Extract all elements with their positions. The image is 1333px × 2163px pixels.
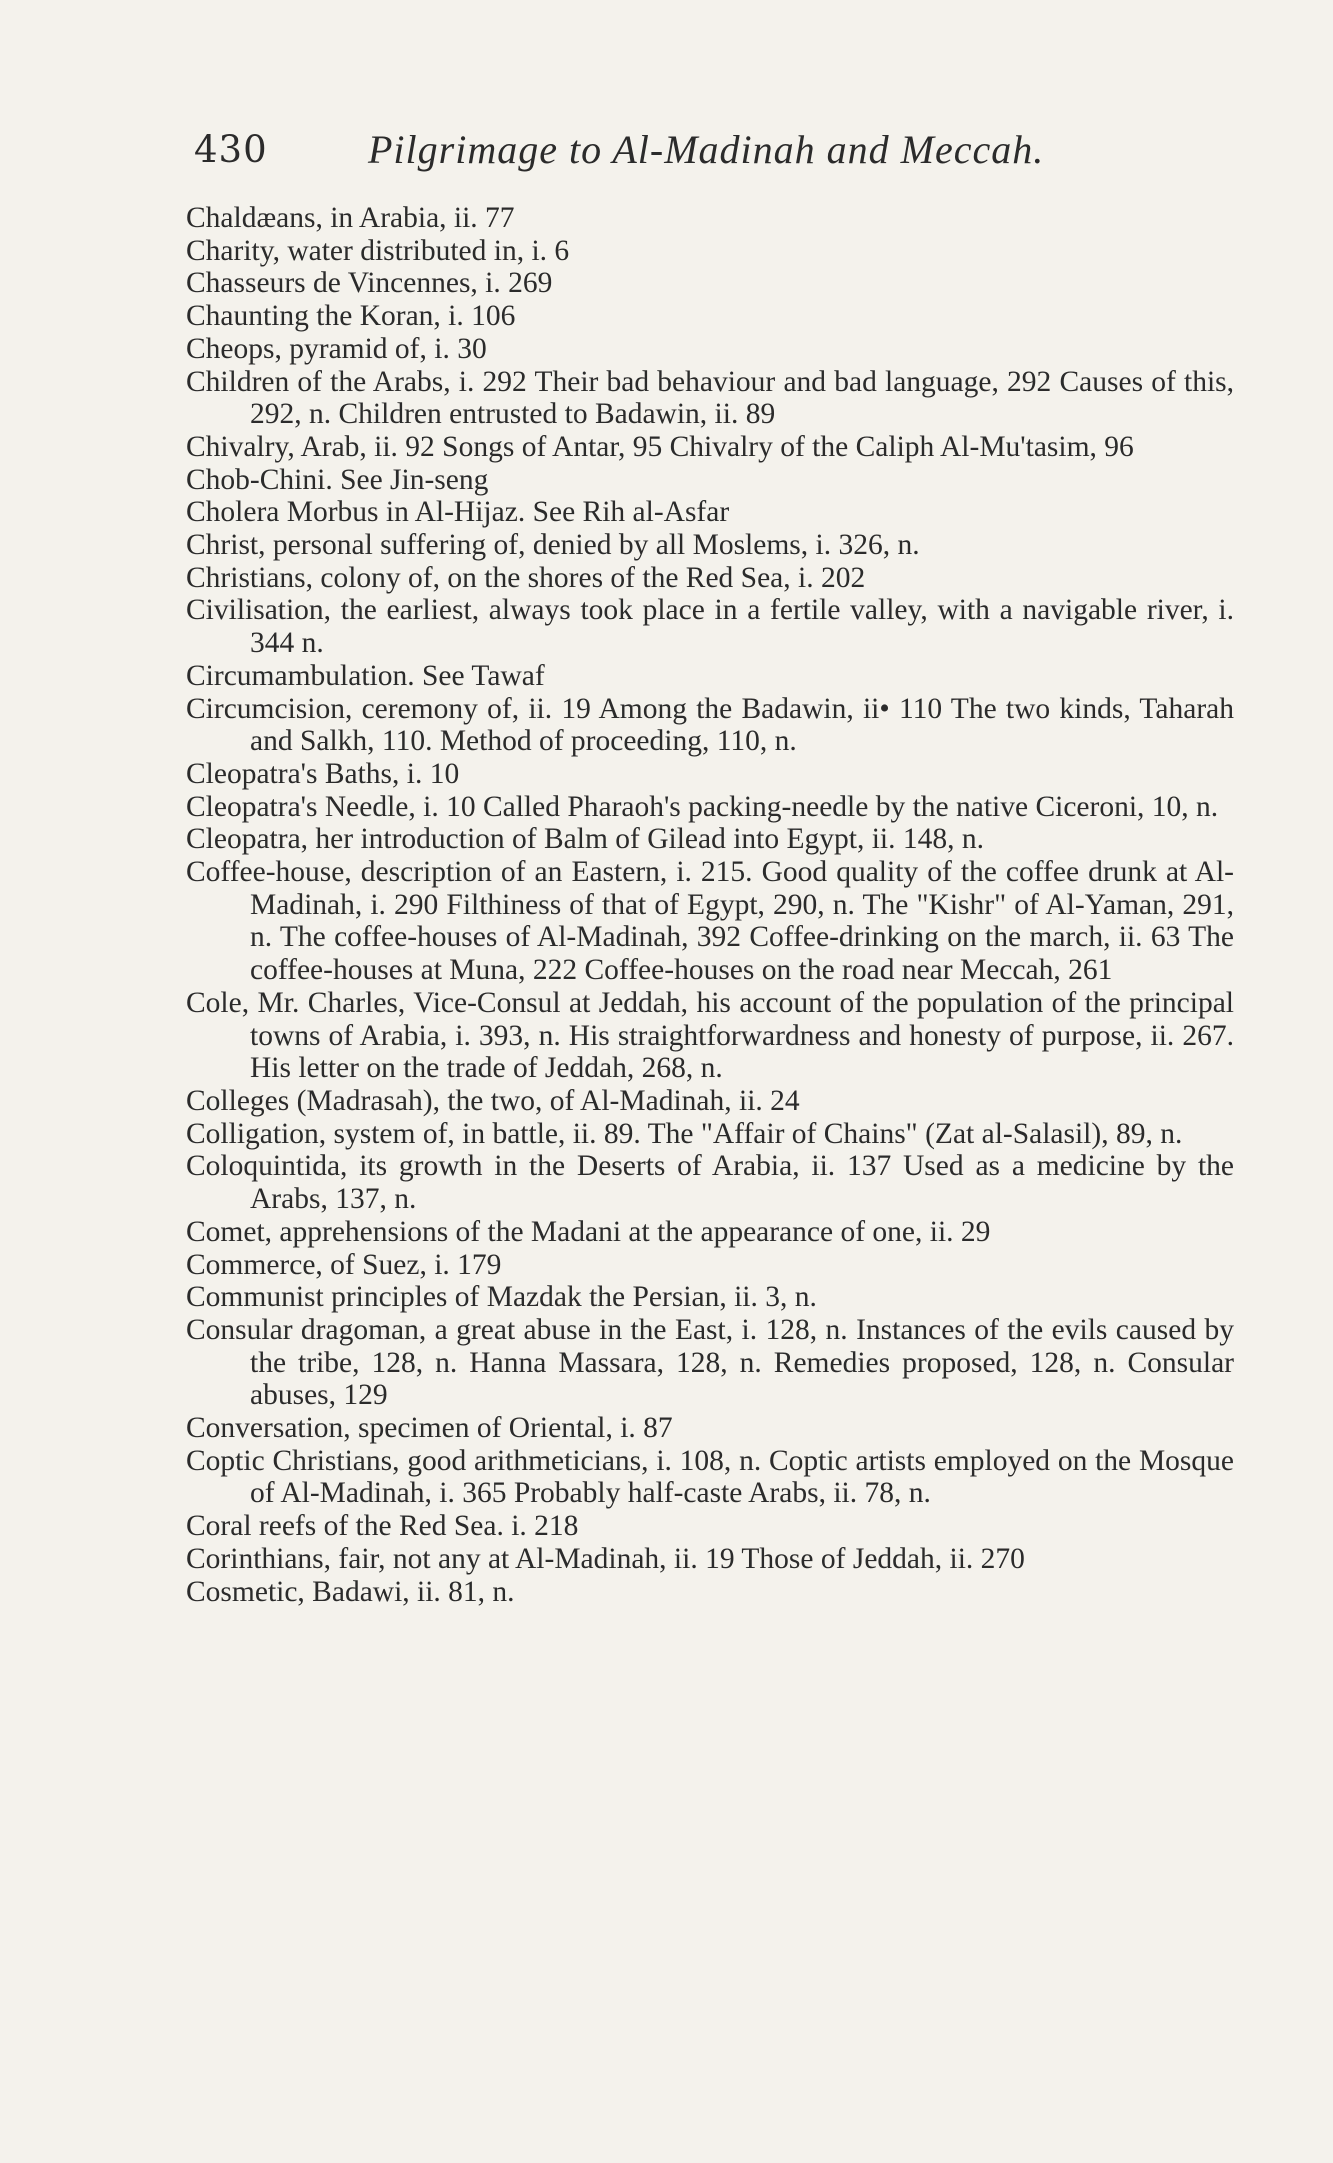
index-entry: Colligation, system of, in battle, ii. 89. The "Affair of Chains" (Zat al-Salasil), 89, n. [186,1117,1183,1150]
index-entry: Chasseurs de Vincennes, i. 269 [186,267,553,300]
index-entry: Circumambulation. See Tawaf [186,659,545,692]
index-entry: Christ, personal suffering of, denied by all Moslems, i. 326, n. [186,529,920,562]
index-entry: Conversation, specimen of Oriental, i. 87 [186,1412,673,1445]
index-entry: Coloquintida, its growth in the Deserts of Arabia, ii. 137 Used as a medicine by the Arabs, 137, n. [186,1150,1234,1216]
index-entry: Coptic Christians, good arithmeticians, i. 108, n. Coptic artists employed on the Mosque of Al-Madinah, i. 365 Probably half-caste Arabs, ii. 78, n. [186,1444,1234,1510]
index-entry: Cleopatra's Baths, i. 10 [186,757,460,790]
index-entry: Christians, colony of, on the shores of the Red Sea, i. 202 [186,561,866,594]
index-entry: Coral reefs of the Red Sea. i. 218 [186,1510,579,1543]
index-entry: Civilisation, the earliest, always took place in a fertile valley, with a navigable river, i. 344 n. [186,594,1234,660]
index-entries [186,202,1234,1608]
index-entry: Colleges (Madrasah), the two, of Al-Madinah, ii. 24 [186,1084,800,1117]
running-title: Pilgrimage to Al-Madinah and Meccah. [368,127,1045,172]
index-entry: Communist principles of Mazdak the Persian, ii. 3, n. [186,1281,817,1314]
index-entry: Comet, apprehensions of the Madani at the appearance of one, ii. 29 [186,1215,991,1248]
index-entry: Cole, Mr. Charles, Vice-Consul at Jeddah, his account of the population of the principal towns of Arabia, i. 393, n. His straightforwardness and honesty of purpose, ii. 267. His letter on the trade of Jeddah, 268, n. [186,986,1234,1085]
index-entry: Consular dragoman, a great abuse in the East, i. 128, n. Instances of the evils caused by the tribe, 128, n. Hanna Massara, 128, n. Remedies proposed, 128, n. Consular abuses, 129 [186,1313,1234,1412]
index-entry: Chaldæans, in Arabia, ii. 77 [186,202,515,234]
index-entry: Circumcision, ceremony of, ii. 19 Among the Badawin, ii• 110 The two kinds, Taharah and Salkh, 110. Method of proceeding, 110, n. [186,692,1234,758]
page-number: 430 [194,128,268,171]
index-entry: Cosmetic, Badawi, ii. 81, n. [186,1575,515,1608]
index-entry: Cleopatra's Needle, i. 10 Called Pharaoh's packing-needle by the native Ciceroni, 10, n. [186,790,1219,823]
index-entry: Corinthians, fair, not any at Al-Madinah, ii. 19 Those of Jeddah, ii. 270 [186,1542,1025,1575]
index-entry: Coffee-house, description of an Eastern, i. 215. Good quality of the coffee drunk at Al-Madinah, i. 290 Filthiness of that of Egypt, 290, n. The "Kishr" of Al-Yaman, 291, n. The coffee-houses of Al-Madinah, 392 Coffee-drinking on the march, ii. 63 The coffee-houses at Muna, 222 Coffee-houses on the road near Meccah, 261 [186,856,1234,987]
index-entry: Charity, water distributed in, i. 6 [186,234,570,267]
index-entry: Chob-Chini. See Jin-seng [186,463,489,496]
page-header [188,120,1188,180]
index-entry: Chaunting the Koran, i. 106 [186,300,516,333]
index-entry: Cholera Morbus in Al-Hijaz. See Rih al-Asfar [186,496,730,529]
index-entry: Children of the Arabs, i. 292 Their bad behaviour and bad language, 292 Causes of this, 292, n. Children entrusted to Badawin, ii. 89 [186,365,1234,431]
index-entry: Cheops, pyramid of, i. 30 [186,332,487,365]
index-entry: Commerce, of Suez, i. 179 [186,1248,502,1281]
index-entry: Cleopatra, her introduction of Balm of Gilead into Egypt, ii. 148, n. [186,823,984,856]
index-entry: Chivalry, Arab, ii. 92 Songs of Antar, 95 Chivalry of the Caliph Al-Mu'tasim, 96 [186,430,1134,463]
